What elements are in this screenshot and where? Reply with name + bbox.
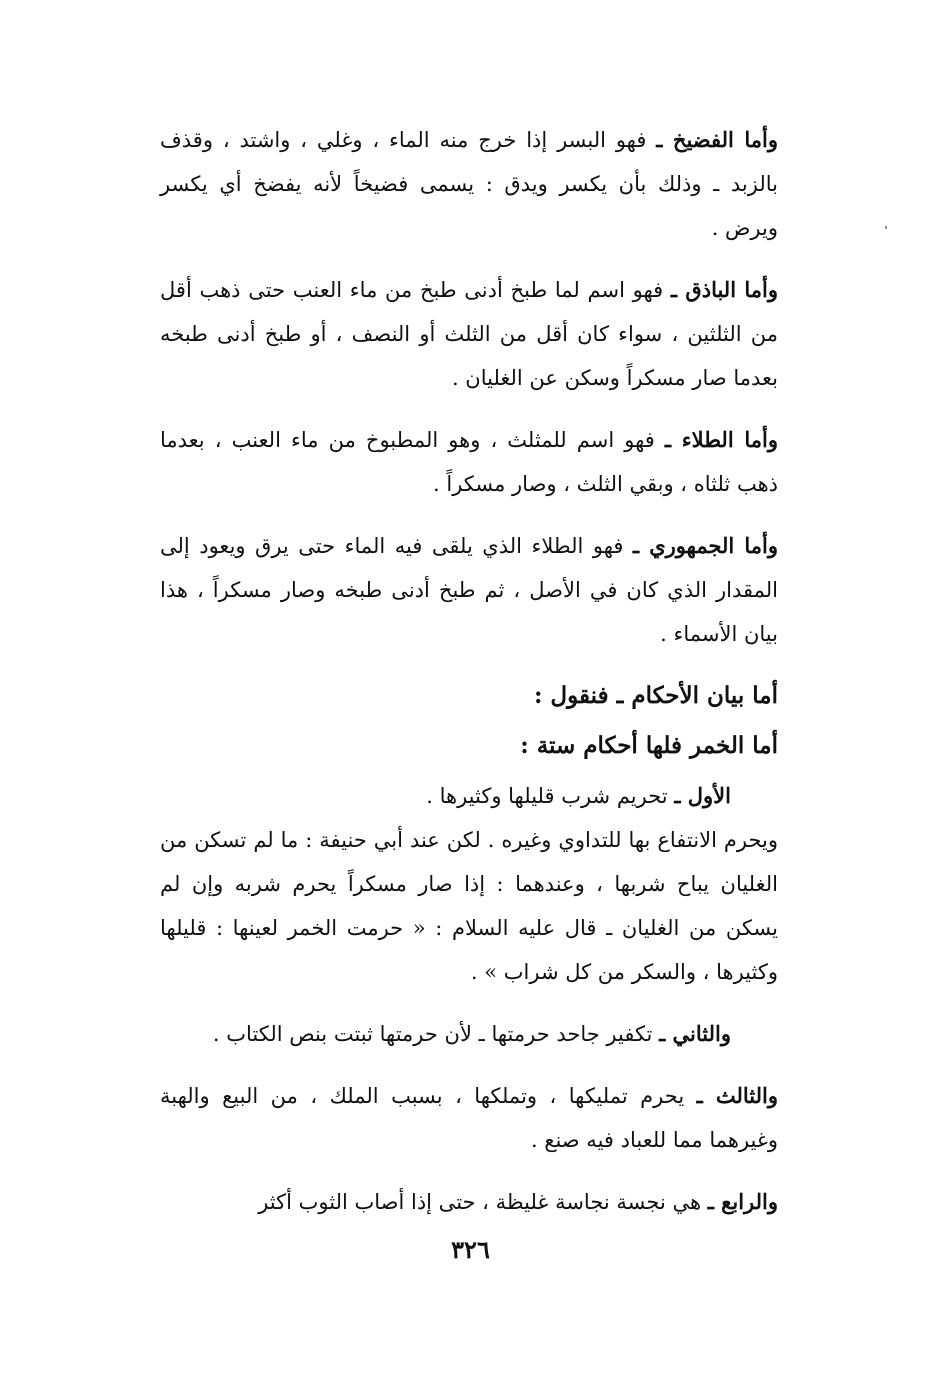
term-first: الأول ـ bbox=[674, 783, 731, 808]
paragraph-jumhuri bbox=[0, 524, 941, 656]
heading-khamr-rulings: أما الخمر فلها أحكام ستة : bbox=[520, 732, 778, 759]
term-fadikh: وأما الفضيخ ـ bbox=[656, 127, 778, 152]
ruling-second bbox=[0, 1012, 941, 1056]
paragraph-tila bbox=[0, 418, 941, 506]
term-jumhuri: وأما الجمهوري ـ bbox=[632, 533, 779, 558]
page-body bbox=[0, 118, 941, 1224]
paragraph-badhiq bbox=[0, 268, 941, 400]
definition-jumhuri: فهو الطلاء الذي يلقى فيه الماء حتى يرق ويعود إلى المقدار الذي كان في الأصل ، ثم طبخ أدنى طبخه وصار مسكراً ، هذا بيان الأسماء . bbox=[160, 534, 778, 646]
term-third: والثالث ـ bbox=[696, 1083, 779, 1108]
heading-rulings: أما بيان الأحكام ـ فنقول : bbox=[533, 682, 778, 709]
ruling-second-text: تكفير جاحد حرمتها ـ لأن حرمتها ثبتت بنص الكتاب . bbox=[212, 1022, 660, 1046]
definition-badhiq: فهو اسم لما طبخ أدنى طبخ من ماء العنب حتى ذهب أقل من الثلثين ، سواء كان أقل من الثلث أو النصف ، أو طبخ أدنى طبخه بعدما صار مسكراً وسكن عن الغليان . bbox=[160, 278, 778, 390]
paragraph-fadikh bbox=[0, 118, 941, 250]
ruling-third-text: يحرم تمليكها ، وتملكها ، بسبب الملك ، من البيع والهبة وغيرهما مما للعباد فيه صنع . bbox=[160, 1084, 778, 1152]
ruling-fourth-text: هي نجسة نجاسة غليظة ، حتى إذا أصاب الثوب أكثر bbox=[258, 1190, 708, 1214]
scan-speck bbox=[885, 226, 887, 229]
term-badhiq: وأما الباذق ـ bbox=[670, 277, 779, 302]
ruling-first bbox=[0, 774, 941, 818]
ruling-fourth bbox=[0, 1180, 941, 1224]
definition-tila: فهو اسم للمثلث ، وهو المطبوخ من ماء العنب ، بعدما ذهب ثلثاه ، وبقي الثلث ، وصار مسكراً . bbox=[160, 428, 778, 496]
term-tila: وأما الطلاء ـ bbox=[664, 427, 778, 452]
ruling-third bbox=[0, 1074, 941, 1162]
term-second: والثاني ـ bbox=[659, 1021, 731, 1046]
definition-fadikh: فهو البسر إذا خرج منه الماء ، وغلي ، واشتد ، وقذف بالزبد ـ وذلك بأن يكسر ويدق : يسمى فضيخاً لأنه يفضخ أي يكسر ويرض . bbox=[160, 128, 778, 240]
term-fourth: والرابع ـ bbox=[707, 1189, 778, 1214]
ruling-first-text: تحريم شرب قليلها وكثيرها . bbox=[426, 784, 675, 808]
ruling-first-detail: ويحرم الانتفاع بها للتداوي وغيره . لكن عند أبي حنيفة : ما لم تسكن من الغليان يباح شربها ، وعندهما : إذا صار مسكراً يحرم شربه وإن لم يسكن من الغليان ـ قال عليه السلام : « حرمت الخمر لعينها : قليلها وكثيرها ، والسكر من كل شراب » . bbox=[160, 828, 778, 984]
page-number: ٣٢٦ bbox=[451, 1235, 490, 1264]
